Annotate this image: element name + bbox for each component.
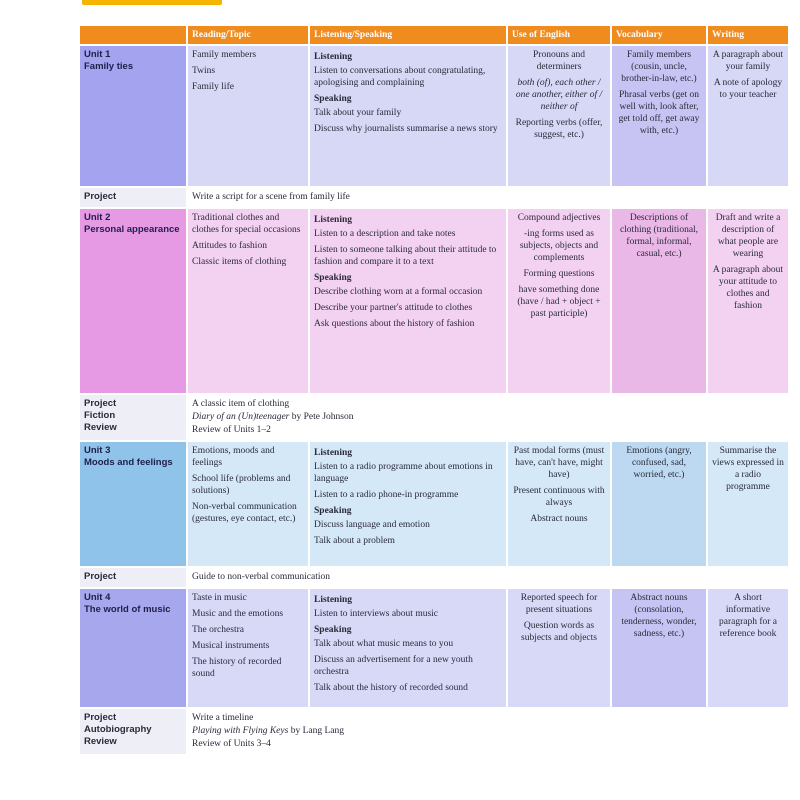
reading-topic-item: Non-verbal communication (gestures, eye contact, etc.): [192, 502, 297, 524]
extra-description: Write a script for a scene from family life: [192, 192, 350, 202]
extra-text: [192, 738, 784, 751]
extras-text-cell: [188, 568, 788, 587]
listening-item: Listen to conversations about congratulating, apologising and complaining: [314, 66, 486, 88]
unit-number: Unit 4: [84, 592, 111, 603]
writing-item: A paragraph about your attitude to clothes and fashion: [712, 265, 784, 311]
extra-label: Fiction: [84, 410, 116, 421]
listening-subheading: Listening: [314, 595, 353, 605]
use-of-english-item: Past modal forms (must have, can't have, might have): [513, 446, 605, 480]
extra-label: Project: [84, 191, 117, 202]
unit-title-cell: [80, 46, 186, 186]
extra-label: Autobiography: [84, 724, 152, 735]
extra-label: Project: [84, 398, 117, 409]
unit-extras-row: [80, 709, 788, 754]
use-of-english-cell: [508, 442, 610, 566]
extra-text: [192, 712, 784, 725]
writing-cell: [708, 442, 788, 566]
use-of-english-item: Pronouns and determiners: [533, 50, 585, 72]
unit-title-cell: [80, 589, 186, 707]
unit-title: Family ties: [84, 61, 134, 72]
vocabulary-item: Emotions (angry, confused, sad, worried, etc.): [626, 446, 692, 480]
vocabulary-item: Phrasal verbs (get on well with, look after, get told off, get away with, etc.): [618, 90, 700, 136]
reading-topic-cell: [188, 46, 308, 186]
extras-text-cell: [188, 395, 788, 440]
writing-item: Summarise the views expressed in a radio programme: [712, 446, 784, 492]
extra-label: Project: [84, 712, 117, 723]
extra-description: Write a timeline: [192, 713, 254, 723]
speaking-subheading: Speaking: [314, 273, 352, 283]
speaking-item: Discuss an advertisement for a new youth orchestra: [314, 655, 473, 677]
extras-labels-cell: [80, 188, 186, 207]
writing-item: A short informative paragraph for a reference book: [718, 593, 778, 639]
speaking-item: Talk about the history of recorded sound: [314, 683, 468, 693]
listening-subheading: Listening: [314, 52, 353, 62]
extras-labels-cell: [80, 709, 186, 754]
listening-item: Listen to interviews about music: [314, 609, 439, 619]
use-of-english-item: Question words as subjects and objects: [521, 621, 597, 643]
vocabulary-item: Descriptions of clothing (traditional, formal, informal, casual, etc.): [619, 213, 699, 259]
unit-extras-row: [80, 395, 788, 440]
listening-item: Listen to a radio phone-in programme: [314, 490, 459, 500]
writing-item: A paragraph about your family: [712, 50, 784, 72]
writing-cell: [708, 589, 788, 707]
writing-cell: [708, 209, 788, 393]
header-row: [80, 26, 788, 44]
speaking-item: Talk about your family: [314, 108, 402, 118]
listening-subheading: Listening: [314, 448, 353, 458]
extras-text-cell: [188, 188, 788, 207]
reading-topic-cell: [188, 589, 308, 707]
header-reading-topic: Reading/Topic: [188, 26, 308, 44]
speaking-item: Talk about what music means to you: [314, 639, 454, 649]
extra-book-title: Playing with Flying Keys: [192, 726, 289, 736]
use-of-english-cell: [508, 589, 610, 707]
writing-cell: [708, 46, 788, 186]
unit-title-cell: [80, 442, 186, 566]
top-accent-strip: [82, 0, 222, 5]
use-of-english-item: Forming questions: [523, 269, 595, 279]
extra-description: Guide to non-verbal communication: [192, 572, 330, 582]
extras-labels-cell: [80, 395, 186, 440]
vocabulary-cell: [612, 589, 706, 707]
speaking-item: Talk about a problem: [314, 536, 395, 546]
extra-description: A classic item of clothing: [192, 399, 290, 409]
reading-topic-item: Family members: [192, 50, 257, 60]
reading-topic-item: Emotions, moods and feelings: [192, 446, 275, 468]
extra-description: Review of Units 1–2: [192, 425, 271, 435]
unit-row: [80, 442, 788, 566]
speaking-item: Discuss why journalists summarise a news story: [314, 124, 498, 134]
syllabus-table: [78, 24, 790, 756]
reading-topic-item: Music and the emotions: [192, 609, 284, 619]
use-of-english-item: -ing forms used as subjects, objects and complements: [519, 229, 599, 263]
header-use-of-english: Use of English: [508, 26, 610, 44]
speaking-item: Discuss language and emotion: [314, 520, 430, 530]
extras-labels-cell: [80, 568, 186, 587]
unit-number: Unit 1: [84, 49, 111, 60]
unit-title: Personal appearance: [84, 224, 180, 235]
listening-item: Listen to someone talking about their attitude to fashion and compare it to a text: [314, 245, 497, 267]
use-of-english-item: both (of), each other / one another, either of / neither of: [515, 78, 603, 112]
reading-topic-item: The orchestra: [192, 625, 244, 635]
header-corner: [80, 26, 186, 44]
vocabulary-cell: [612, 46, 706, 186]
use-of-english-item: Compound adjectives: [517, 213, 601, 223]
reading-topic-item: Traditional clothes and clothes for special occasions: [192, 213, 301, 235]
reading-topic-item: The history of recorded sound: [192, 657, 282, 679]
extra-label: Review: [84, 422, 117, 433]
writing-item: Draft and write a description of what people are wearing: [715, 213, 781, 259]
extra-text: [192, 424, 784, 437]
speaking-item: Ask questions about the history of fashion: [314, 319, 475, 329]
header-vocabulary: Vocabulary: [612, 26, 706, 44]
reading-topic-item: Family life: [192, 82, 234, 92]
reading-topic-item: School life (problems and solutions): [192, 474, 291, 496]
unit-row: [80, 589, 788, 707]
listening-speaking-cell: [310, 442, 506, 566]
extra-text: [192, 411, 784, 424]
reading-topic-item: Classic items of clothing: [192, 257, 287, 267]
extra-label: Project: [84, 571, 117, 582]
use-of-english-cell: [508, 209, 610, 393]
extras-text-cell: [188, 709, 788, 754]
vocabulary-item: Abstract nouns (consolation, tenderness, wonder, sadness, etc.): [621, 593, 697, 639]
use-of-english-item: Present continuous with always: [513, 486, 605, 508]
listening-item: Listen to a description and take notes: [314, 229, 456, 239]
header-writing: Writing: [708, 26, 788, 44]
extra-label: Review: [84, 736, 117, 747]
reading-topic-item: Musical instruments: [192, 641, 270, 651]
header-listening-speaking: Listening/Speaking: [310, 26, 506, 44]
unit-title-cell: [80, 209, 186, 393]
reading-topic-cell: [188, 209, 308, 393]
use-of-english-item: Reporting verbs (offer, suggest, etc.): [515, 118, 603, 140]
unit-number: Unit 3: [84, 445, 111, 456]
vocabulary-cell: [612, 442, 706, 566]
unit-row: [80, 46, 788, 186]
reading-topic-item: Twins: [192, 66, 216, 76]
unit-title: Moods and feelings: [84, 457, 173, 468]
unit-extras-row: [80, 188, 788, 207]
writing-item: A note of apology to your teacher: [713, 78, 783, 100]
reading-topic-cell: [188, 442, 308, 566]
extra-text: [192, 191, 784, 204]
unit-row: [80, 209, 788, 393]
listening-subheading: Listening: [314, 215, 353, 225]
vocabulary-item: Family members (cousin, uncle, brother-in-law, etc.): [621, 50, 697, 84]
extra-text: [192, 398, 784, 411]
speaking-item: Describe clothing worn at a formal occasion: [314, 287, 483, 297]
listening-item: Listen to a radio programme about emotions in language: [314, 462, 493, 484]
unit-number: Unit 2: [84, 212, 111, 223]
speaking-subheading: Speaking: [314, 94, 352, 104]
listening-speaking-cell: [310, 46, 506, 186]
use-of-english-cell: [508, 46, 610, 186]
listening-speaking-cell: [310, 209, 506, 393]
reading-topic-item: Taste in music: [192, 593, 247, 603]
use-of-english-item: Abstract nouns: [530, 514, 588, 524]
listening-speaking-cell: [310, 589, 506, 707]
extra-text: [192, 571, 784, 584]
use-of-english-item: Reported speech for present situations: [520, 593, 598, 615]
vocabulary-cell: [612, 209, 706, 393]
unit-title: The world of music: [84, 604, 171, 615]
use-of-english-item: have something done (have / had + object + past participle): [517, 285, 601, 319]
speaking-item: Describe your partner's attitude to clothes: [314, 303, 473, 313]
speaking-subheading: Speaking: [314, 625, 352, 635]
extra-description: by Lang Lang: [288, 726, 344, 736]
speaking-subheading: Speaking: [314, 506, 352, 516]
extra-text: [192, 725, 784, 738]
extra-book-title: Diary of an (Un)teenager: [192, 412, 290, 422]
extra-description: Review of Units 3–4: [192, 739, 271, 749]
extra-description: by Pete Johnson: [289, 412, 354, 422]
unit-extras-row: [80, 568, 788, 587]
reading-topic-item: Attitudes to fashion: [192, 241, 267, 251]
